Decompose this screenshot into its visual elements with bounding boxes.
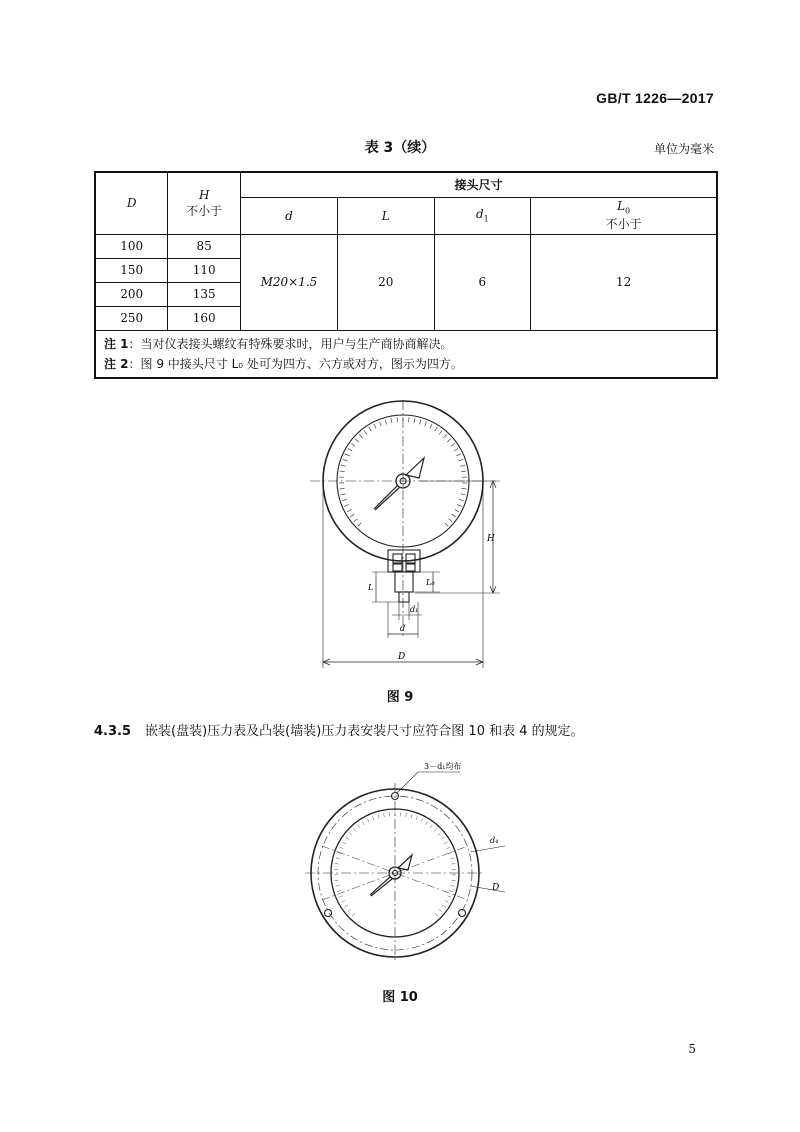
dial-tick [384, 813, 385, 817]
label-D: D [492, 883, 500, 893]
standard-code: GB/T 1226—2017 [596, 90, 714, 106]
dial-tick [358, 825, 360, 828]
dial-tick [378, 814, 379, 818]
dial-tick [340, 488, 345, 489]
dial-tick [355, 439, 359, 442]
dial-tick [334, 880, 338, 881]
dial-tick [414, 418, 415, 423]
cell-H: 85 [168, 234, 241, 258]
dial-tick [352, 913, 355, 916]
dial-tick [430, 424, 432, 428]
header-D: D [95, 172, 168, 234]
cell-H: 160 [168, 306, 241, 330]
dial-tick [342, 900, 346, 902]
cell-H: 135 [168, 282, 241, 306]
header-d: d [241, 197, 338, 234]
dial-tick [349, 833, 352, 836]
figure-10-caption: 图 10 [382, 990, 418, 1005]
dial-tick [462, 488, 467, 489]
dial-tick [411, 814, 412, 818]
unit-note: 单位为毫米 [653, 142, 714, 156]
dial-tick [335, 863, 339, 864]
figure-9-gauge-drawing [300, 398, 520, 676]
note-2: 注 2：图 9 中接头尺寸 L₀ 处可为四方、六方或对方，图示为四方。 [104, 356, 463, 371]
dial-tick [342, 842, 345, 844]
dial-tick [442, 905, 445, 907]
cell-L0: 12 [531, 234, 717, 330]
dial-tick [416, 816, 417, 820]
dial-tick [341, 465, 346, 466]
dial-tick [341, 494, 346, 495]
label-D: D [398, 652, 406, 662]
dial-tick [426, 821, 428, 824]
dial-tick [379, 421, 381, 426]
label-H: H [487, 534, 495, 544]
cell-D: 200 [95, 282, 168, 306]
dial-tick [435, 913, 438, 916]
dial-tick [391, 418, 392, 423]
dial-tick [374, 424, 376, 428]
dial-tick [385, 420, 386, 425]
clause-4-3-5 [94, 720, 584, 739]
dial-tick [358, 523, 362, 527]
dial-tick [450, 858, 454, 859]
figure-9-caption: 图 9 [386, 690, 414, 705]
dial-tick [336, 858, 340, 859]
dial-tick [359, 434, 362, 438]
cell-d1: 6 [434, 234, 531, 330]
dial-tick [339, 896, 343, 898]
dial-tick [441, 837, 444, 839]
cell-D: 250 [95, 306, 168, 330]
dial-tick [364, 430, 367, 434]
dial-tick [449, 891, 453, 892]
label-d1: d₁ [410, 605, 419, 614]
label-L0: L₀ [426, 578, 435, 587]
dial-tick [445, 900, 449, 902]
dial-tick [343, 459, 348, 461]
dial-tick [447, 439, 451, 442]
dial-tick [362, 821, 364, 824]
dial-tick [434, 829, 437, 832]
dial-tick [347, 509, 351, 511]
dial-tick [425, 421, 427, 426]
dial-tick [461, 471, 466, 472]
cell-D: 150 [95, 258, 168, 282]
dial-tick [456, 454, 461, 456]
dial-tick [348, 909, 351, 912]
dial-tick [435, 427, 438, 431]
dial-tick [346, 837, 349, 839]
clause-text: 嵌装(盘装)压力表及凸装(墙装)压力表安装尺寸应符合图 10 和表 4 的规定。 [145, 724, 584, 739]
dial-tick [345, 905, 348, 907]
dial-tick [457, 504, 462, 506]
dial-tick [439, 430, 442, 434]
dial-tick [350, 514, 354, 517]
dial-tick [335, 885, 339, 886]
table-title: 表 3（续） [364, 140, 436, 156]
dial-tick [460, 465, 465, 466]
dial-tick [369, 427, 372, 431]
note-1: 注 1：当对仪表接头螺纹有特殊要求时，用户与生产商协商解决。 [104, 336, 453, 351]
dial-tick [452, 514, 456, 517]
dial-tick [459, 459, 464, 461]
dial-tick [461, 494, 466, 495]
dial-tick [447, 847, 451, 849]
cell-D: 100 [95, 234, 168, 258]
dial-tick [430, 825, 432, 828]
cell-d: M20×1.5 [241, 234, 338, 330]
dial-tick [406, 813, 407, 817]
dial-tick [451, 885, 455, 886]
label-d: d [400, 624, 406, 633]
label-L: L [368, 583, 374, 592]
dial-tick [351, 443, 355, 446]
dial-tick [354, 519, 358, 522]
dial-tick [342, 499, 347, 501]
dial-tick [444, 842, 447, 844]
dial-tick [340, 471, 345, 472]
dial-tick [439, 909, 442, 912]
figure-10-gauge-drawing [300, 758, 530, 980]
header-joint-size: 接头尺寸 [241, 172, 717, 197]
dial-tick [454, 448, 458, 451]
header-d1: $d_1$ [434, 197, 531, 234]
dial-tick [373, 816, 374, 820]
dial-tick [419, 420, 420, 425]
header-L: L [337, 197, 434, 234]
dial-tick [344, 504, 349, 506]
dial-tick [348, 448, 352, 451]
dial-tick [452, 880, 456, 881]
dimension-table [94, 171, 718, 379]
header-H: H 不小于 [168, 172, 241, 234]
dial-tick [451, 443, 455, 446]
table-notes [95, 330, 717, 378]
dial-tick [340, 847, 344, 849]
dial-tick [337, 891, 341, 892]
label-d4: d₄ [490, 836, 499, 845]
dial-tick [353, 829, 356, 832]
dial-tick [443, 434, 446, 438]
label-holes: 3－d₁均布 [424, 762, 462, 771]
dial-tick [438, 833, 441, 836]
dial-tick [367, 819, 369, 823]
dial-tick [421, 819, 423, 823]
dial-tick [448, 519, 452, 522]
dial-tick [459, 499, 464, 501]
clause-number: 4.3.5 [94, 724, 132, 739]
dial-tick [447, 896, 451, 898]
dial-tick [451, 863, 455, 864]
dial-tick [345, 454, 350, 456]
page-number: 5 [688, 1042, 696, 1056]
cell-H: 110 [168, 258, 241, 282]
cell-L: 20 [337, 234, 434, 330]
dial-tick [455, 509, 459, 511]
dial-tick [445, 523, 449, 527]
table-row [95, 234, 717, 258]
header-L0: $L_0$ 不小于 [531, 197, 717, 234]
mount-hole-left [325, 910, 332, 917]
